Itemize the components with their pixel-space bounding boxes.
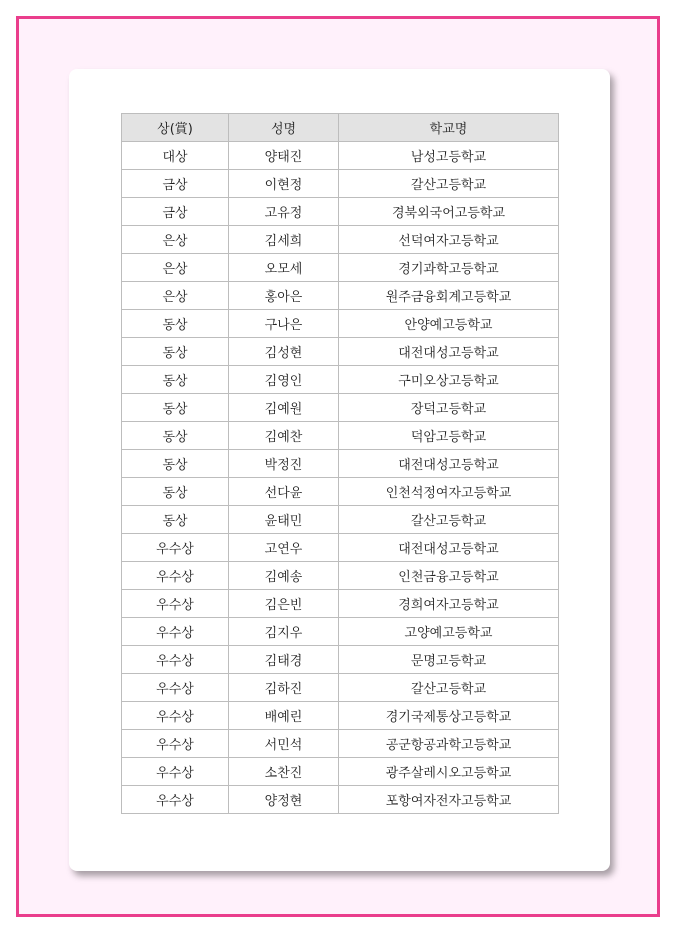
award-cell: 우수상 <box>122 646 229 674</box>
award-cell: 은상 <box>122 282 229 310</box>
school-cell: 대전대성고등학교 <box>339 450 559 478</box>
award-cell: 우수상 <box>122 562 229 590</box>
table-row <box>122 198 559 226</box>
award-cell: 동상 <box>122 450 229 478</box>
name-cell: 김하진 <box>229 674 339 702</box>
name-cell: 김예찬 <box>229 422 339 450</box>
table-row <box>122 254 559 282</box>
school-cell: 구미오상고등학교 <box>339 366 559 394</box>
table-row <box>122 702 559 730</box>
table-row <box>122 674 559 702</box>
school-cell: 갈산고등학교 <box>339 170 559 198</box>
table-row <box>122 450 559 478</box>
table-row <box>122 310 559 338</box>
table-row <box>122 590 559 618</box>
school-cell: 경북외국어고등학교 <box>339 198 559 226</box>
name-cell: 윤태민 <box>229 506 339 534</box>
award-cell: 우수상 <box>122 618 229 646</box>
table-row <box>122 534 559 562</box>
name-cell: 고연우 <box>229 534 339 562</box>
award-cell: 은상 <box>122 254 229 282</box>
award-cell: 금상 <box>122 170 229 198</box>
name-cell: 김예원 <box>229 394 339 422</box>
school-cell: 고양예고등학교 <box>339 618 559 646</box>
award-cell: 동상 <box>122 338 229 366</box>
header-name: 성명 <box>229 114 339 142</box>
table-row <box>122 730 559 758</box>
award-cell: 동상 <box>122 366 229 394</box>
table-row <box>122 646 559 674</box>
table-row <box>122 786 559 814</box>
award-cell: 금상 <box>122 198 229 226</box>
award-cell: 은상 <box>122 226 229 254</box>
name-cell: 서민석 <box>229 730 339 758</box>
award-cell: 우수상 <box>122 758 229 786</box>
school-cell: 경기국제통상고등학교 <box>339 702 559 730</box>
name-cell: 홍아은 <box>229 282 339 310</box>
name-cell: 김세희 <box>229 226 339 254</box>
award-cell: 동상 <box>122 310 229 338</box>
name-cell: 김지우 <box>229 618 339 646</box>
award-cell: 동상 <box>122 422 229 450</box>
award-cell: 우수상 <box>122 534 229 562</box>
name-cell: 고유정 <box>229 198 339 226</box>
table-row <box>122 562 559 590</box>
header-award: 상(賞) <box>122 114 229 142</box>
table-row <box>122 394 559 422</box>
school-cell: 장덕고등학교 <box>339 394 559 422</box>
table-row <box>122 142 559 170</box>
award-cell: 우수상 <box>122 786 229 814</box>
name-cell: 김예송 <box>229 562 339 590</box>
award-cell: 우수상 <box>122 590 229 618</box>
school-cell: 남성고등학교 <box>339 142 559 170</box>
table-row <box>122 506 559 534</box>
table-row <box>122 366 559 394</box>
award-cell: 동상 <box>122 478 229 506</box>
school-cell: 대전대성고등학교 <box>339 338 559 366</box>
name-cell: 이현정 <box>229 170 339 198</box>
table-row <box>122 758 559 786</box>
award-cell: 동상 <box>122 394 229 422</box>
school-cell: 갈산고등학교 <box>339 506 559 534</box>
school-cell: 공군항공과학고등학교 <box>339 730 559 758</box>
name-cell: 김태경 <box>229 646 339 674</box>
award-cell: 우수상 <box>122 730 229 758</box>
name-cell: 양태진 <box>229 142 339 170</box>
name-cell: 구나은 <box>229 310 339 338</box>
name-cell: 선다윤 <box>229 478 339 506</box>
school-cell: 덕암고등학교 <box>339 422 559 450</box>
name-cell: 오모세 <box>229 254 339 282</box>
school-cell: 원주금융회계고등학교 <box>339 282 559 310</box>
name-cell: 박정진 <box>229 450 339 478</box>
table-row <box>122 170 559 198</box>
name-cell: 김은빈 <box>229 590 339 618</box>
school-cell: 포항여자전자고등학교 <box>339 786 559 814</box>
school-cell: 안양예고등학교 <box>339 310 559 338</box>
school-cell: 광주살레시오고등학교 <box>339 758 559 786</box>
name-cell: 김성현 <box>229 338 339 366</box>
table-row <box>122 282 559 310</box>
award-cell: 대상 <box>122 142 229 170</box>
name-cell: 양정현 <box>229 786 339 814</box>
school-cell: 문명고등학교 <box>339 646 559 674</box>
table-row <box>122 618 559 646</box>
school-cell: 대전대성고등학교 <box>339 534 559 562</box>
name-cell: 배예린 <box>229 702 339 730</box>
award-cell: 동상 <box>122 506 229 534</box>
header-school: 학교명 <box>339 114 559 142</box>
school-cell: 인천금융고등학교 <box>339 562 559 590</box>
table-row <box>122 478 559 506</box>
award-cell: 우수상 <box>122 674 229 702</box>
name-cell: 김영인 <box>229 366 339 394</box>
school-cell: 경희여자고등학교 <box>339 590 559 618</box>
table-row <box>122 422 559 450</box>
school-cell: 경기과학고등학교 <box>339 254 559 282</box>
award-cell: 우수상 <box>122 702 229 730</box>
school-cell: 인천석정여자고등학교 <box>339 478 559 506</box>
table-header-row <box>122 114 559 142</box>
table-row <box>122 338 559 366</box>
school-cell: 갈산고등학교 <box>339 674 559 702</box>
awards-table <box>121 113 559 814</box>
school-cell: 선덕여자고등학교 <box>339 226 559 254</box>
name-cell: 소찬진 <box>229 758 339 786</box>
table-row <box>122 226 559 254</box>
